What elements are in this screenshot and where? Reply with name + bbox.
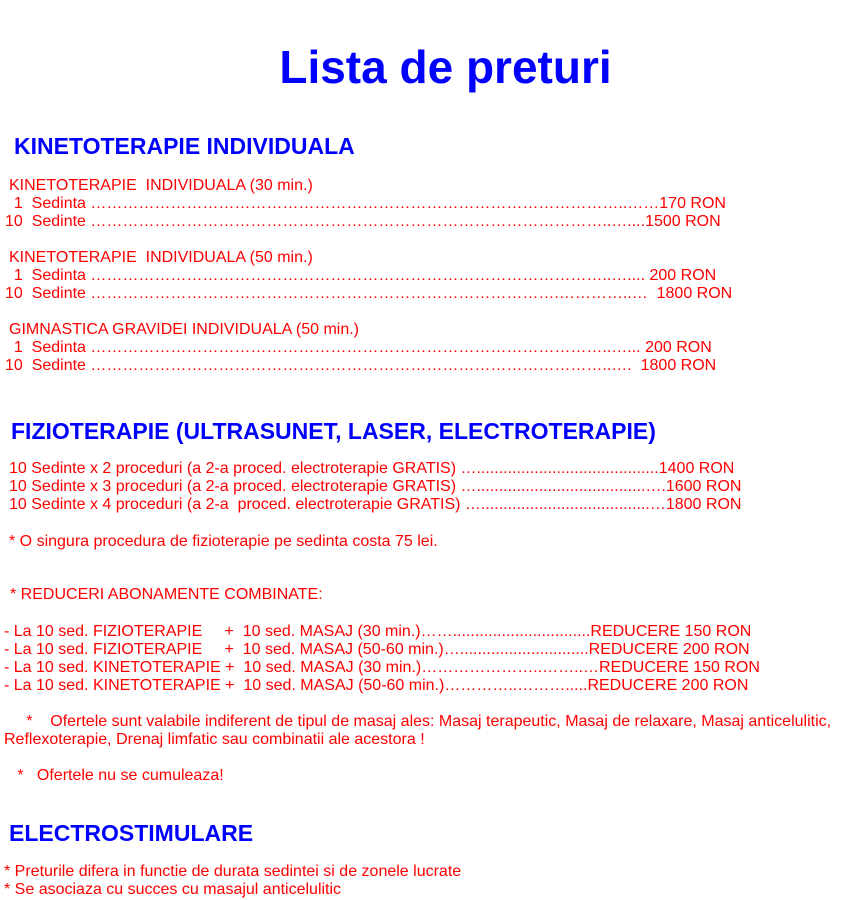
offers-note: * Ofertele sunt valabile indiferent de tipul de masaj ales: Masaj terapeutic, Masaj de relaxare, Masaj anticelulitic, Reflexoterapie, Drenaj limfatic sau combinatii ale acestora ! [4, 713, 836, 748]
price-row: 10 Sedinte ……………………………………………………………………………………..…....1500 RON [5, 213, 721, 230]
gimnastica-group [9, 321, 359, 339]
price-row: 10 Sedinte x 3 proceduri (a 2-a proced. electroterapie GRATIS) …......................................….1600 RON [9, 478, 742, 495]
kineto-group-50 [9, 249, 313, 267]
page-title: Lista de preturi [279, 41, 612, 93]
electro-notes [4, 863, 461, 899]
fizio-rows [9, 460, 741, 514]
kineto-group-30-rows [5, 195, 726, 231]
discount-row: - La 10 sed. KINETOTERAPIE + 10 sed. MASAJ (50-60 min.)…………..……….....REDUCERE 200 RON [4, 677, 749, 694]
fizio-note: * O singura procedura de fizioterapie pe sedinta costa 75 lei. [9, 533, 438, 550]
price-row: 1 Sedinta ……………………………………………………………………………………..…... 200 RON [5, 339, 712, 356]
electro-note: * Preturile difera in functie de durata sedintei si de zonele lucrate [4, 863, 462, 880]
fizio-heading: FIZIOTERAPIE (ULTRASUNET, LASER, ELECTROTERAPIE) [11, 418, 656, 444]
kineto-group-label: KINETOTERAPIE INDIVIDUALA (50 min.) [9, 249, 313, 266]
price-row: 10 Sedinte x 2 proceduri (a 2-a proced. electroterapie GRATIS) ….........................................1400 RON [9, 460, 735, 477]
electro-heading: ELECTROSTIMULARE [9, 820, 254, 846]
discount-row: - La 10 sed. FIZIOTERAPIE + 10 sed. MASAJ (30 min.)……...............................REDUCERE 150 RON [4, 623, 752, 640]
reduceri-heading: * REDUCERI ABONAMENTE COMBINATE: [10, 586, 323, 603]
price-row: 10 Sedinte ……………………………………………………………………………………..…. 1800 RON [5, 357, 717, 374]
price-row: 10 Sedinte …………………………………………………………………………….…………..… 1800 RON [5, 285, 733, 302]
kineto-heading: KINETOTERAPIE INDIVIDUALA [14, 133, 355, 159]
gimnastica-group-rows [5, 339, 716, 375]
kineto-group-50-rows [5, 267, 732, 303]
price-row: 10 Sedinte x 4 proceduri (a 2-a proced. electroterapie GRATIS) …......................................…1800 RON [9, 496, 742, 513]
discount-row: - La 10 sed. KINETOTERAPIE + 10 sed. MASAJ (30 min.)…………………..……..…REDUCERE 150 RON [4, 659, 760, 676]
price-row: 1 Sedinta ……………………………………………………………………………………..….... 200 RON [5, 267, 717, 284]
price-row: 1 Sedinta ………………………………………………………………………………………..……170 RON [5, 195, 726, 212]
kineto-group-30 [9, 177, 313, 195]
reduceri-rows [4, 623, 760, 695]
kineto-group-label: KINETOTERAPIE INDIVIDUALA (30 min.) [9, 177, 313, 194]
discount-row: - La 10 sed. FIZIOTERAPIE + 10 sed. MASAJ (50-60 min.)….............................REDUCERE 200 RON [4, 641, 750, 658]
kineto-group-label: GIMNASTICA GRAVIDEI INDIVIDUALA (50 min.) [9, 321, 359, 338]
electro-note: * Se asociaza cu succes cu masajul anticelulitic [4, 881, 342, 898]
no-cumul-note: * Ofertele nu se cumuleaza! [4, 767, 224, 784]
